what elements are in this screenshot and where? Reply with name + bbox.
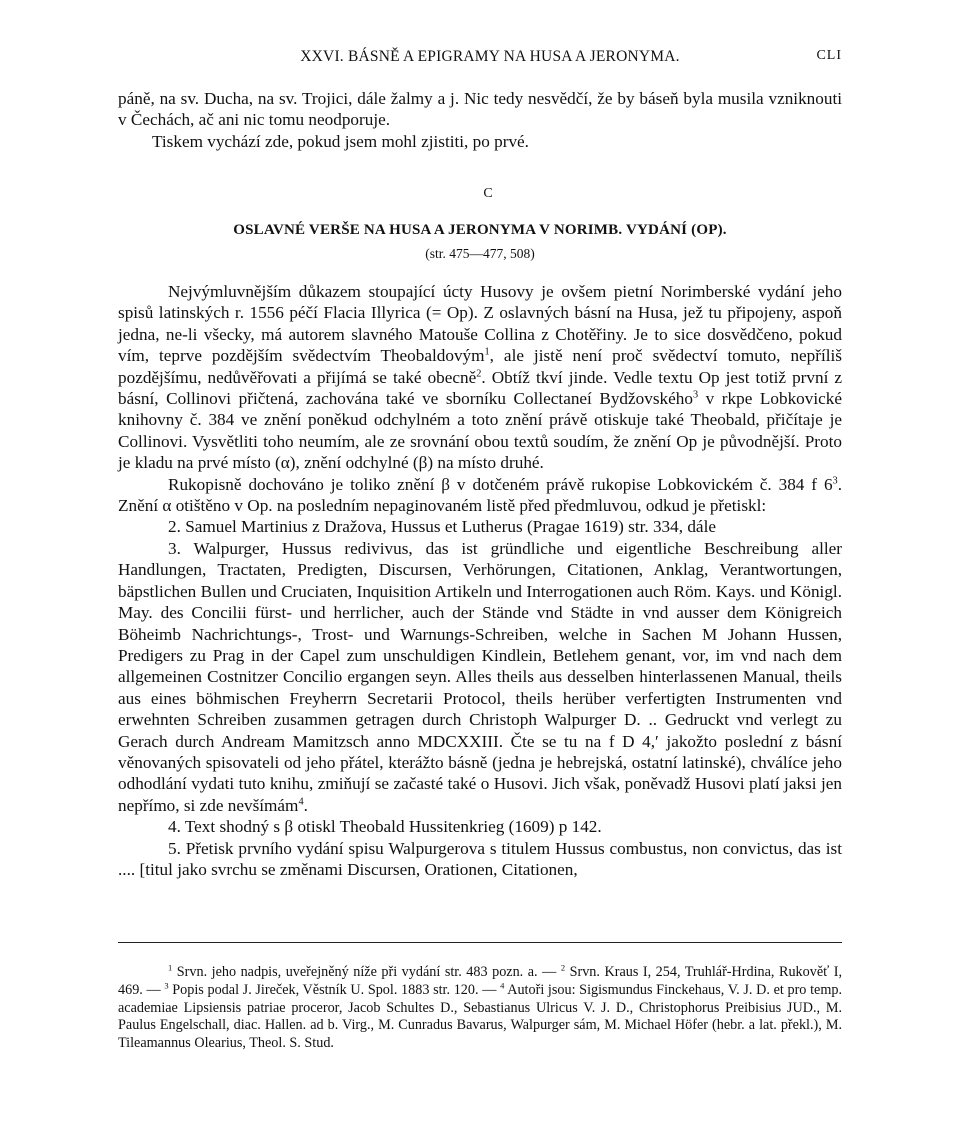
footnote-number: 3: [164, 980, 169, 991]
intro-paragraph-1: páně, na sv. Ducha, na sv. Trojici, dále žalmy a j. Nic tedy nesvědčí, že by báseň byla musila vzniknouti v Čechách, ač ani nic tomu neodporuje.: [118, 89, 842, 130]
footnote-ref: 3: [692, 389, 699, 401]
footnote-text: Autoři jsou: Sigismundus Finckehaus, V. J. D. et pro temp. academiae Lipsiensis patriae proceror, Jacob Schultes D., Sebastianus Ulricus V. J. D., Christophorus Preibisius JUD., M. Paulus Engelschall, diac. Hallen. ad b. Virg., M. Cunradus Bavarus, Walpurger sám, M. Michael Höfer (hebr. a lat. překl.), M. Tileamannus Olearius, Theol. S. Stud.: [118, 981, 842, 1052]
intro-paragraph-2: Tiskem vychází zde, pokud jsem mohl zjistiti, po prvé.: [152, 131, 529, 151]
list-item-2: 2. Samuel Martinius z Dražova, Hussus et Lutherus (Pragae 1619) str. 334, dále: [168, 517, 716, 537]
main-text: [118, 281, 842, 880]
paragraph-authorship: [118, 281, 842, 474]
list-item-3: [118, 538, 842, 816]
paragraph-manuscript: [118, 474, 842, 517]
text-run: 3. Walpurger, Hussus redivivus, das ist gründliche und eigentliche Beschreibung aller Handlungen, Tractaten, Predigten, Discursen, Verhörungen, Citationen, Anklag, Verantwortungen, bäpstlichen Bullen und Cruciaten, Inquisition Artikeln und Interrogationen auch Röm. Kays. und Königl. May. des Concilii fürst- und herrlicher, auch der Stände vnd Städte in vnd ausser dem Königreich Böheimb Nachrichtungs-, Trost- und Warnungs-Schreiben, welche in Sachen M Johann Hussen, Predigers zu Prag in der Capel zum unschuldigen Kindlein, Betlehem genant, vor, im vnd nach dem allgemeinen Costnitzer Concilio ergangen seyn. Alles theils aus desselben hinterlassenen Manual, theils aus eines böhmischen Freyherrn Secretarii Protocol, theils herüber verfertigten Instrumenten vnd erwehnten Schreiben zusammen getragen durch Christoph Walpurger D. .. Gedruckt vnd verlegt zu Gerach durch Andream Mamitzsch anno MDCXXIII. Čte se tu na f D 4,ʹ jakožto poslední z básní věnovaných spisovateli od jeho přátel, kterážto básně (jedna je hebrejská, ostatní latinské), chválíce jeho odhodlání vydati tuto knihu, zmiňují se začasté také o Husovi. Jich však, poněvadž Husovi platí jaksi jen nepřímo, si zde nevšímám: [118, 538, 842, 815]
superscript: 3: [832, 474, 838, 486]
footnote-number: 4: [500, 980, 505, 991]
footnote-ref: 2: [476, 367, 482, 379]
intro-text: [118, 88, 842, 152]
footnote-number: 1: [168, 962, 173, 973]
running-title: XXVI. BÁSNĚ A EPIGRAMY NA HUSA A JERONYMA.: [300, 48, 680, 65]
text-run: v rkpe Lobkovické knihovny č. 384 ve znění poněkud odchylném a toto znění právě otiskuje také Theobald, přičítaje je Collinovi. Vysvětliti toho neumím, ale ze srovnání obou textů soudím, že znění Op je původnější. Proto je kladu na prvé místo (α), znění odchylné (β) na místo druhé.: [118, 389, 842, 473]
footnote-text: Srvn. jeho nadpis, uveřejněný níže při vydání str. 483 pozn. a. —: [172, 964, 561, 980]
section-title: OSLAVNÉ VERŠE NA HUSA A JERONYMA V NORIMB. VYDÁNÍ (OP).: [233, 222, 727, 238]
footnotes: [118, 964, 842, 1053]
list-item-4: 4. Text shodný s β otiskl Theobald Hussitenkrieg (1609) p 142.: [168, 817, 602, 837]
running-head: [118, 48, 842, 70]
footnote-divider: [118, 942, 842, 943]
footnote-text: Srvn. Kraus I, 254, Truhlář-Hrdina, Rukověť I, 469. —: [118, 964, 842, 998]
page-number: CLI: [816, 48, 842, 63]
section-subtitle: (str. 475—477, 508): [425, 246, 535, 261]
text-run: , ale jistě není proč svědectví tomuto, nepříliš pozdějšímu, nedůvěřovati a přijímá se také obecně: [118, 346, 842, 387]
text-run: . Znění α otištěno v Op. na posledním nepaginovaném listě před předmluvou, odkud je přetiskl:: [118, 474, 842, 516]
text-run: .: [303, 795, 308, 815]
footnote-ref: 1: [484, 346, 490, 358]
section-letter: C: [483, 186, 493, 201]
footnote-number: 2: [560, 962, 566, 973]
text-run: Nejvýmluvnějším důkazem stoupající úcty Husovy je ovšem pietní Norimberské vydání jeho spisů latinských r. 1556 péčí Flacia Illyrica (= Op). Z oslavných básní na Husa, jež tu připojeny, aspoň jedna, ne-li všecky, má autorem slavného Matouše Collina z Chotěřiny. Je to sice dosvědčeno, pokud vím, teprve pozdějším svědectvím Theobaldovým: [118, 282, 842, 366]
footnote-text: Popis podal J. Jireček, Věstník U. Spol. 1883 str. 120. —: [168, 981, 501, 998]
text-run: . Obtíž tkví jinde. Vedle textu Op jest totiž první z básní, Collinovi přičtená, zachována také ve sborníku Collectaneí Bydžovského: [118, 367, 843, 409]
footnote-ref: 4: [298, 796, 304, 808]
footnote-block: [118, 964, 842, 1053]
list-item-5: 5. Přetisk prvního vydání spisu Walpurgerova s titulem Hussus combustus, non convictus, das ist .... [titul jako svrchu se změnami Discursen, Orationen, Citationen,: [118, 838, 842, 879]
text-run: Rukopisně dochováno je toliko znění β v dotčeném právě rukopise Lobkovickém č. 384 f 6: [168, 474, 833, 494]
